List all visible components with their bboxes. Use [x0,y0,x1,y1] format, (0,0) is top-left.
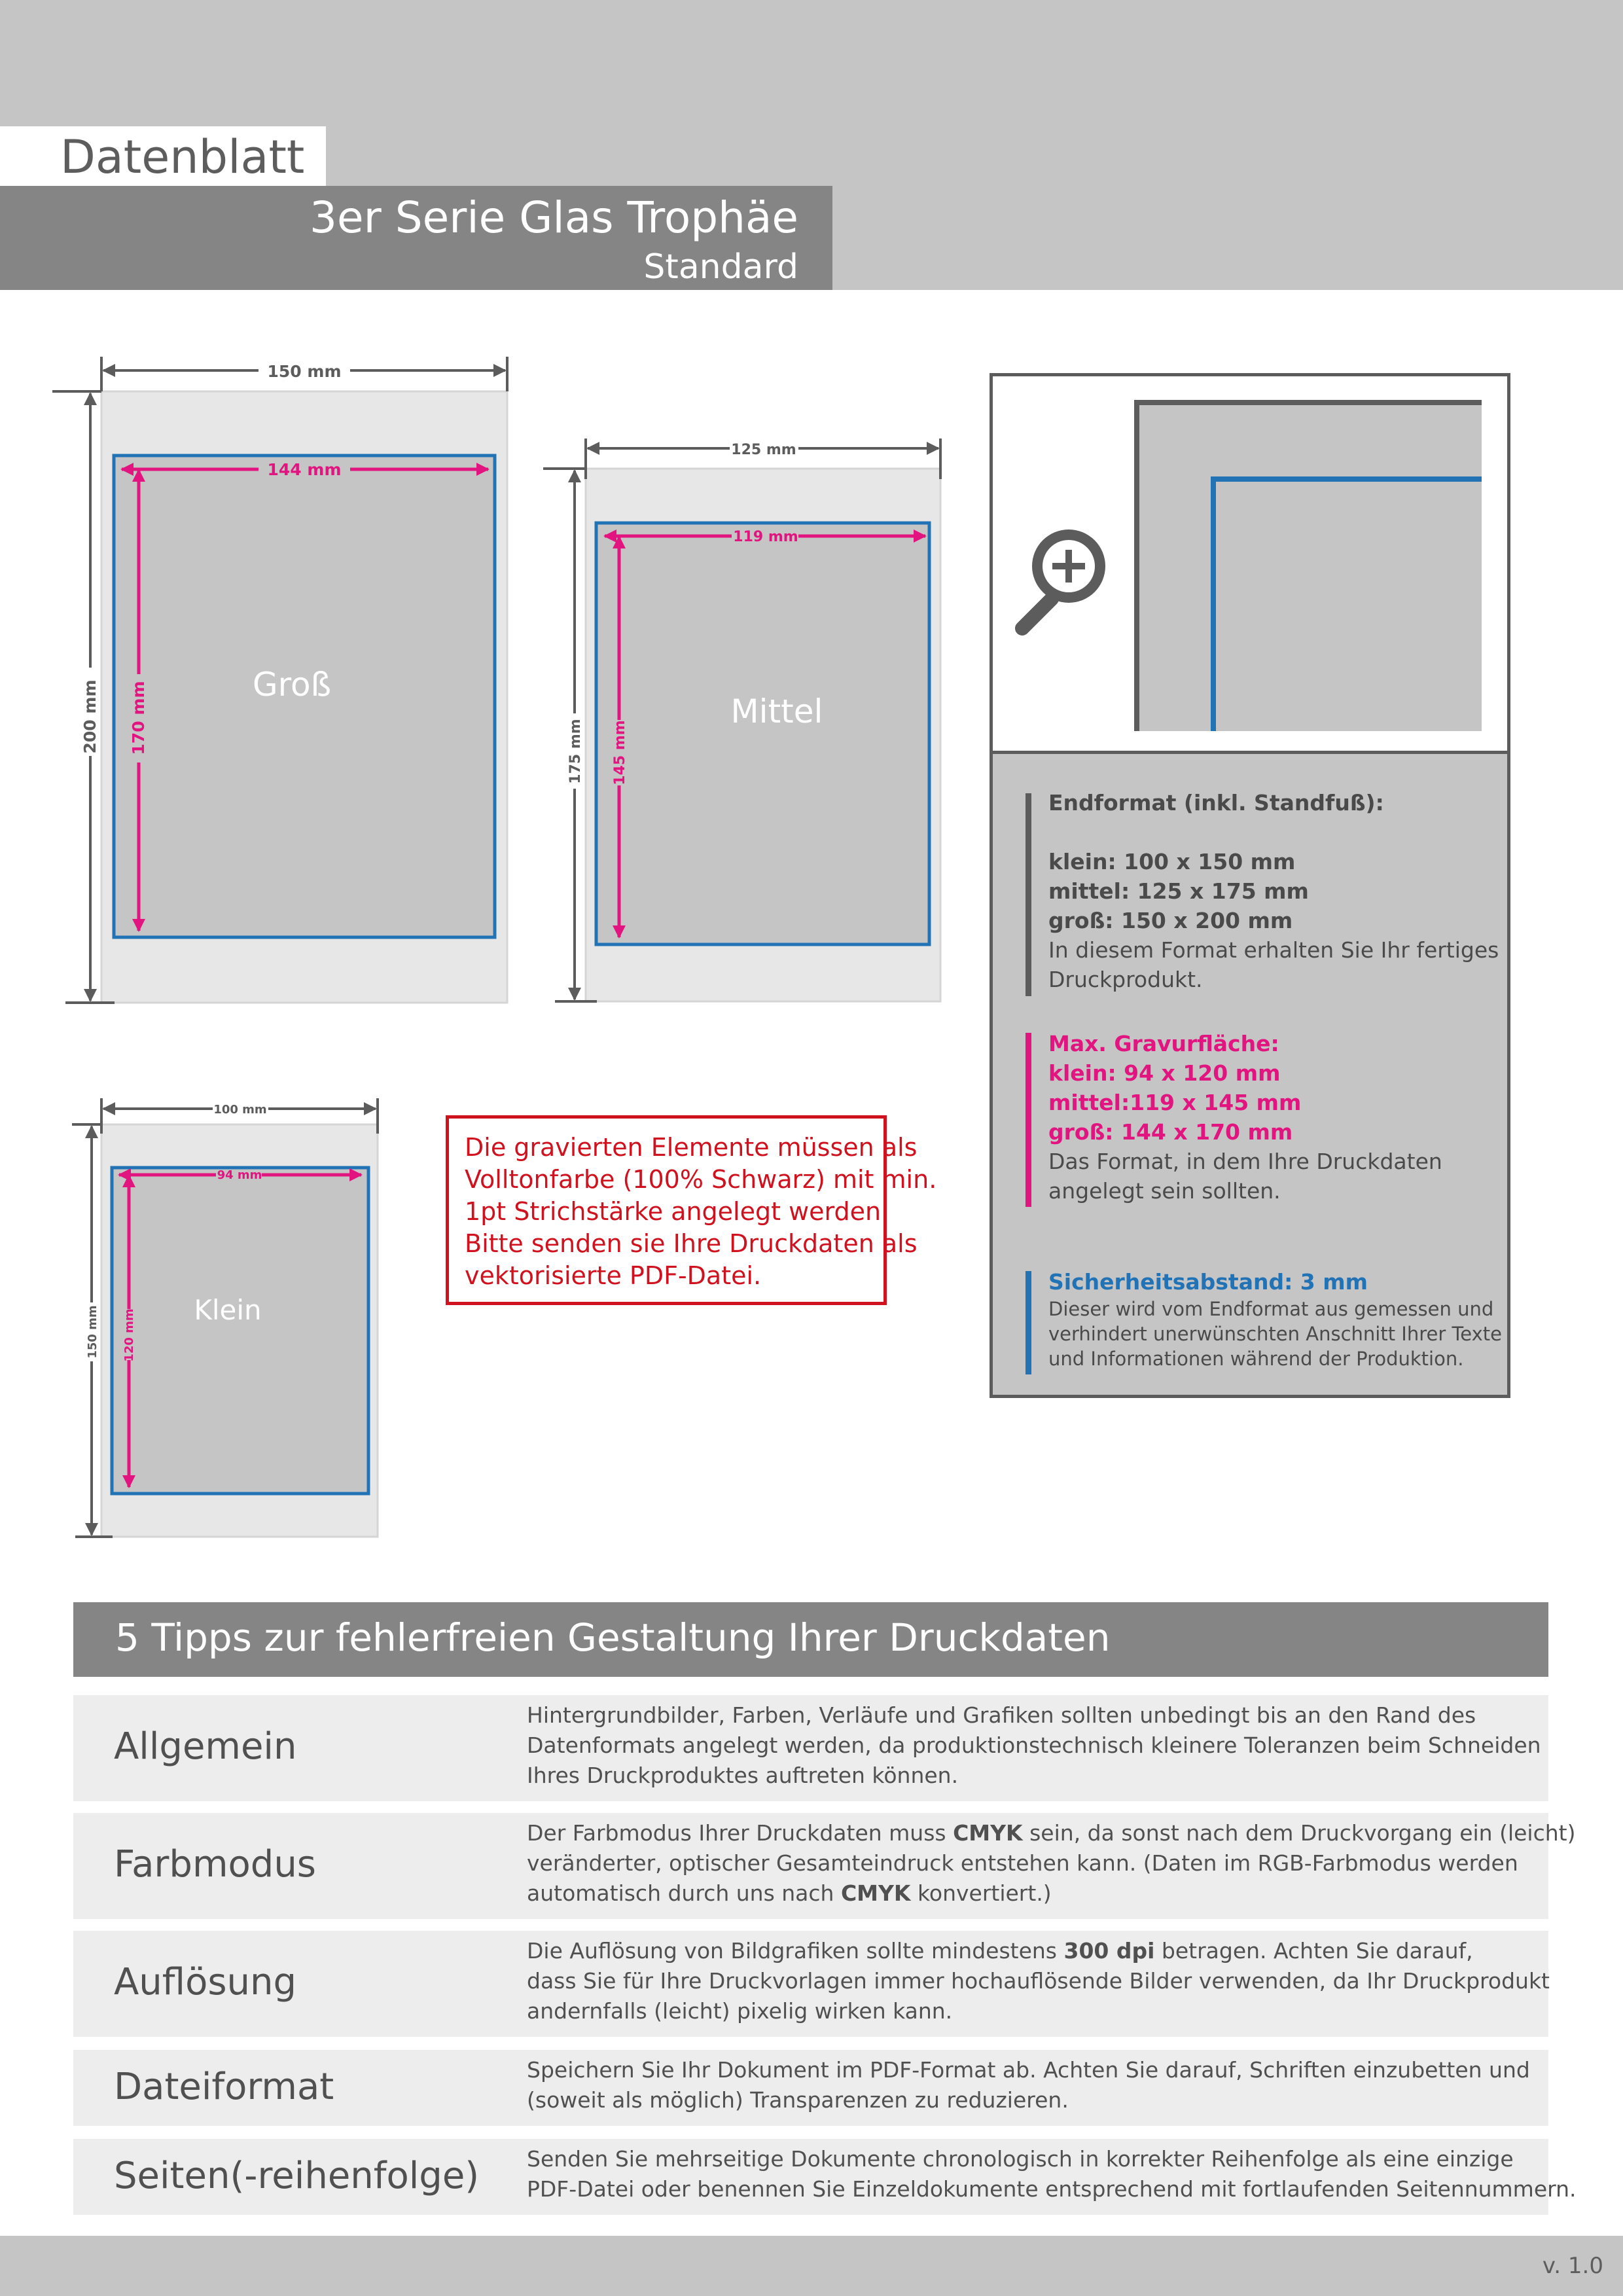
gravur-desc: Das Format, in dem Ihre Druckdaten [1048,1149,1442,1174]
klein-width-label: 100 mm [213,1103,267,1117]
mittel-inner-width-label: 119 mm [733,529,798,545]
gravur-line: groß: 144 x 170 mm [1048,1119,1293,1145]
gravur-line: mittel:119 x 145 mm [1048,1090,1302,1115]
mittel-inner-height-label: 145 mm [612,720,628,785]
tip-text [527,1818,1575,1909]
format-klein [72,1098,378,1537]
tip-line: andernfalls (leicht) pixelig wirken kann. [527,1998,953,2024]
sicherheit-desc: Dieser wird vom Endformat aus gemessen und [1048,1298,1494,1320]
sicherheit-title: Sicherheitsabstand: 3 mm [1048,1269,1368,1295]
endformat-line: mittel: 125 x 175 mm [1048,878,1309,904]
sicherheit-block [1026,1269,1502,1374]
tip-text [527,2144,1577,2204]
magnifier-plus-icon [1022,529,1105,628]
tip-line: (soweit als möglich) Transparenzen zu reduzieren. [527,2087,1069,2113]
tips-header [73,1602,1548,1677]
tip-line: Hintergrundbilder, Farben, Verläufe und Grafiken sollten unbedingt bis an den Rand des [527,1702,1476,1728]
tip-row-aufloesung [73,1931,1548,2037]
tip-label: Farbmodus [114,1843,316,1886]
engraving-note [446,1115,937,1305]
klein-height-label: 150 mm [86,1305,99,1359]
tip-text [527,1936,1550,2026]
endformat-title: Endformat (inkl. Standfuß): [1048,790,1384,816]
tip-line: veränderter, optischer Gesamteindruck entstehen kann. (Daten im RGB-Farbmodus werden [527,1850,1518,1876]
tip-row-seitenreihenfolge [73,2139,1577,2215]
tip-row-farbmodus [73,1813,1576,1919]
page-subtitle: Standard [643,247,798,287]
tip-line: Die Auflösung von Bildgrafiken sollte mindestens 300 dpi betragen. Achten Sie darauf, [527,1938,1473,1964]
tip-label: Allgemein [114,1725,297,1768]
tip-line: Der Farbmodus Ihrer Druckdaten muss CMYK sein, da sonst nach dem Druckvorgang ein (leicht) [527,1820,1576,1846]
note-line: 1pt Strichstärke angelegt werden. [465,1197,889,1226]
note-line: Die gravierten Elemente müssen als [465,1133,918,1162]
tip-label: Dateiformat [114,2066,334,2108]
endformat-line: klein: 100 x 150 mm [1048,849,1296,874]
gravur-line: klein: 94 x 120 mm [1048,1060,1281,1086]
emphasis-term: CMYK [840,1880,911,1906]
gross-name: Groß [252,666,332,704]
zoom-info-box [990,373,1510,1398]
endformat-block [1026,790,1499,996]
tip-line: Senden Sie mehrseitige Dokumente chronologisch in korrekter Reihenfolge als eine einzige [527,2146,1514,2172]
tips-title: 5 Tipps zur fehlerfreien Gestaltung Ihrer Druckdaten [115,1615,1111,1660]
klein-name: Klein [194,1294,262,1326]
version-label: v. 1.0 [1542,2253,1603,2279]
specs-panel [993,754,1507,1395]
tip-row-dateiformat [73,2050,1548,2126]
sicherheit-desc: verhindert unerwünschten Anschnitt Ihrer Texte [1048,1323,1502,1345]
emphasis-term: 300 dpi [1063,1938,1155,1964]
tip-line: Ihres Druckproduktes auftreten können. [527,1763,959,1788]
tip-line: Datenformats angelegt werden, da produktionstechnisch kleinere Toleranzen beim Schneiden [527,1732,1541,1758]
tip-line: automatisch durch uns nach CMYK konvertiert.) [527,1880,1052,1906]
mittel-height-label: 175 mm [567,719,584,784]
endformat-line: groß: 150 x 200 mm [1048,908,1293,933]
page-title: 3er Serie Glas Trophäe [309,192,798,243]
format-gross [52,357,507,1003]
klein-inner-width-label: 94 mm [217,1168,262,1182]
endformat-desc: In diesem Format erhalten Sie Ihr fertiges [1048,937,1499,963]
datenblatt-label: Datenblatt [60,130,305,184]
tip-line: PDF-Datei oder benennen Sie Einzeldokumente entsprechend mit fortlaufenden Seitennummern. [527,2176,1577,2202]
tip-text [527,1700,1541,1791]
gross-inner-width-label: 144 mm [267,460,342,479]
tip-line: dass Sie für Ihre Druckvorlagen immer hochauflösende Bilder verwenden, da Ihr Druckprodukt [527,1968,1550,1994]
gravur-block [1026,1033,1474,1207]
klein-engraving-area [112,1168,368,1494]
note-line: Volltonfarbe (100% Schwarz) mit min. [465,1165,937,1194]
gross-inner-height-label: 170 mm [129,681,148,755]
note-line: Bitte senden sie Ihre Druckdaten als [465,1229,918,1258]
klein-inner-height-label: 120 mm [122,1308,136,1362]
gravur-title: Max. Gravurfläche: [1048,1031,1279,1056]
mittel-width-label: 125 mm [731,442,796,458]
mittel-engraving-area [596,523,929,944]
zoom-detail-panel [993,376,1507,754]
emphasis-term: CMYK [953,1820,1023,1846]
sicherheit-desc: und Informationen während der Produktion. [1048,1348,1464,1370]
tip-text [527,2055,1530,2115]
gross-width-label: 150 mm [267,362,342,381]
mittel-name: Mittel [730,692,823,730]
format-mittel [543,439,940,1001]
gross-height-label: 200 mm [80,679,99,754]
note-line: vektorisierte PDF-Datei. [465,1261,762,1290]
tip-label: Seiten(-reihenfolge) [114,2155,480,2197]
corner-detail-graphic [993,376,1507,751]
gravur-desc: angelegt sein sollten. [1048,1178,1281,1204]
endformat-desc: Druckprodukt. [1048,967,1203,992]
tip-line: Speichern Sie Ihr Dokument im PDF-Format ab. Achten Sie darauf, Schriften einzubetten und [527,2057,1530,2083]
footer-band [0,2236,1623,2296]
tip-row-allgemein [73,1695,1548,1801]
tip-label: Auflösung [114,1961,297,2003]
